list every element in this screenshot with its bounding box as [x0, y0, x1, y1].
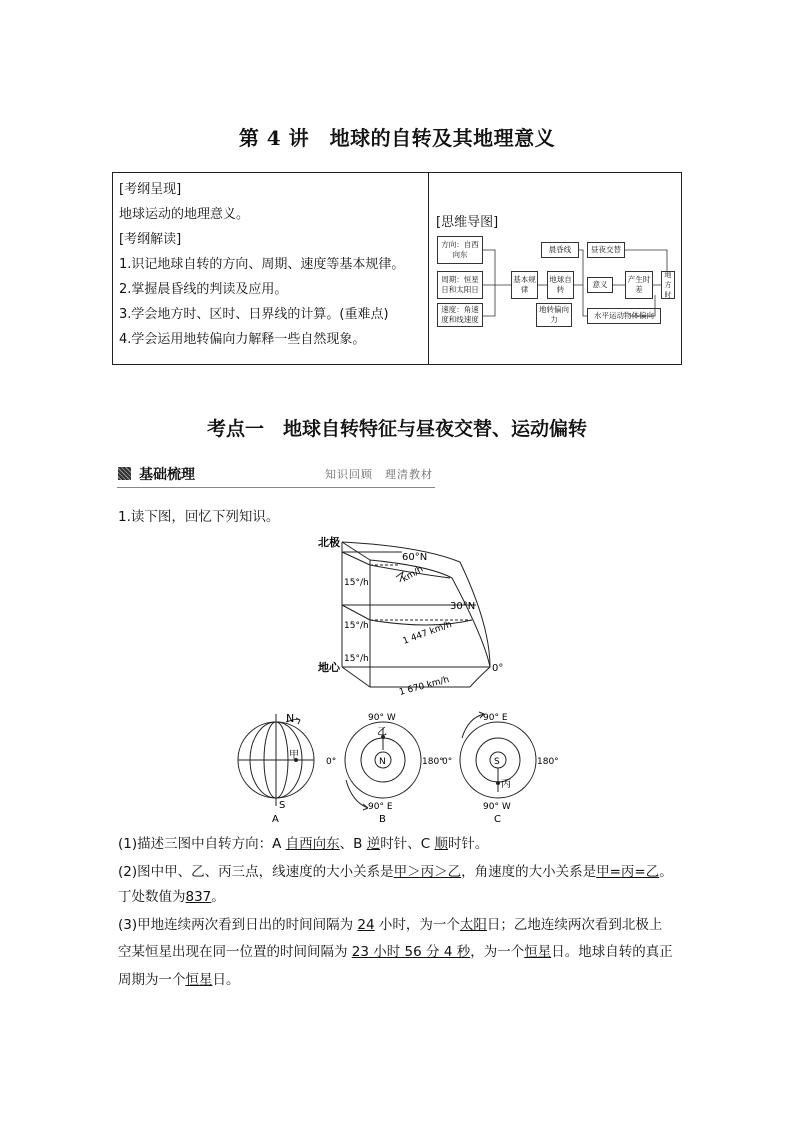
- answer-text: 时针、C: [380, 836, 435, 852]
- question-intro: 1.读下图，回忆下列知识。: [118, 509, 280, 525]
- mindmap-box-deflect: 水平运动物体偏向: [587, 308, 661, 324]
- globe-c-label: C: [494, 814, 501, 825]
- section-banner: [117, 463, 435, 487]
- answer-text: 小时，为一个: [374, 917, 460, 933]
- requirement-heading: [考纲呈现]: [119, 182, 182, 197]
- answer-blank: 逆: [366, 836, 381, 852]
- answer-blank: 甲=丙=乙: [596, 864, 660, 880]
- answer-text: (2)图中甲、乙、丙三点，线速度的大小关系是: [118, 864, 394, 880]
- answer-text: 、B: [339, 836, 367, 852]
- answer-text: ，角速度的大小关系是: [461, 864, 597, 880]
- angular-speed-1: 15°/h: [344, 578, 369, 588]
- answer-blank: 太阳: [459, 917, 487, 933]
- answer-text: ，为一个: [470, 944, 525, 960]
- banner-square-icon: [118, 467, 131, 480]
- rotation-speed-figure: [300, 530, 504, 700]
- interpretation-heading: [考纲解读]: [119, 232, 182, 247]
- globe-views-figure: [228, 710, 568, 835]
- answer-text: (1)描述三图中自转方向：A: [118, 836, 286, 852]
- banner-subtitle: 知识回顾 理清教材: [325, 468, 433, 481]
- globe-b-label: B: [379, 814, 386, 825]
- globe-c-point-bing: 丙: [501, 779, 511, 790]
- answer-blank: 24: [357, 917, 375, 933]
- answer-2b: [118, 887, 225, 907]
- globe-b-point-yi: 乙: [377, 727, 387, 738]
- globe-c-bottom: 90° W: [483, 802, 511, 812]
- mindmap-box-basic: 基本规律: [511, 271, 538, 299]
- answer-text: (3)甲地连续两次看到日出的时间间隔为: [118, 917, 358, 933]
- globe-c-center: S: [494, 757, 500, 767]
- mindmap-box-meaning: 意义: [587, 277, 613, 293]
- answer-3c: [118, 970, 240, 990]
- globe-c-left: 0°: [442, 757, 453, 767]
- globe-a-north: N: [286, 712, 295, 725]
- answer-blank: 甲＞丙＞乙: [393, 864, 462, 880]
- mindmap-box-period: 周期：恒星日和太阳日: [437, 271, 483, 299]
- globe-a-south: S: [279, 800, 286, 811]
- section-title: 考点一 地球自转特征与昼夜交替、运动偏转: [206, 418, 587, 440]
- linear-speed-60: km/h: [400, 564, 426, 585]
- globe-b-right: 180°: [422, 757, 444, 767]
- answer-3b: [118, 942, 673, 962]
- mindmap-box-daynight: 昼夜交替: [587, 242, 625, 258]
- angular-speed-3: 15°/h: [344, 654, 369, 664]
- answer-text: 时针。: [447, 836, 489, 852]
- globe-b-center: N: [379, 757, 386, 767]
- mindmap-box-timediff: 产生时差: [625, 271, 653, 299]
- answer-blank: 恒星: [524, 944, 552, 960]
- interpretation-point: 2.掌握晨昏线的判读及应用。: [119, 282, 288, 297]
- answer-text: 空某恒星出现在同一位置的时间间隔为: [118, 944, 352, 960]
- answer-blank: 恒星: [185, 972, 213, 988]
- outline-table: [112, 172, 682, 365]
- globe-c-top: 90° E: [483, 713, 508, 723]
- exam-requirements: [119, 177, 424, 352]
- answer-text: 日；乙地连续两次看到北极上: [486, 917, 663, 933]
- answer-3: [118, 915, 662, 935]
- answer-text: 。: [659, 864, 673, 880]
- answer-blank: 837: [185, 889, 212, 905]
- mindmap-box-localtime: 地方时: [661, 271, 675, 299]
- linear-speed-0: 1 670 km/h: [398, 674, 451, 698]
- banner-rule: [117, 487, 435, 488]
- answer-text: 丁处数值为: [118, 889, 186, 905]
- linear-speed-30: 1 447 km/h: [401, 619, 454, 647]
- interpretation-point: 3.学会地方时、区时、日界线的计算。(重难点): [119, 307, 389, 322]
- answer-text: 周期为一个: [118, 972, 186, 988]
- lat-0-label: 0°: [492, 663, 504, 674]
- lat-60-label: 60°N: [402, 552, 428, 563]
- answer-blank: 23 小时 56 分 4 秒: [351, 944, 471, 960]
- globe-b-top: 90° W: [368, 713, 396, 723]
- globe-a-label: A: [272, 814, 279, 825]
- mindmap-box-rotation: 地球自转: [547, 271, 574, 299]
- answer-blank: 顺: [434, 836, 448, 852]
- banner-label: 基础梳理: [139, 467, 195, 483]
- mindmap-box-speed: 速度：角速度和线速度: [437, 303, 483, 327]
- mindmap-label: [思维导图]: [436, 215, 499, 230]
- north-pole-label: 北极: [318, 536, 340, 549]
- angular-speed-2: 15°/h: [344, 621, 369, 631]
- answer-blank: 自西向东: [285, 836, 340, 852]
- table-divider: [428, 173, 429, 364]
- answer-2: [118, 862, 673, 882]
- lat-30-label: 30°N: [450, 601, 476, 612]
- answer-1: [118, 834, 488, 854]
- mindmap-box-direction: 方向：自西向东: [437, 236, 483, 264]
- answer-text: 日。: [212, 972, 240, 988]
- globe-b-left: 0°: [326, 757, 337, 767]
- mindmap-box-coriolis: 地转偏向力: [536, 303, 572, 327]
- answer-text: 。: [211, 889, 225, 905]
- earth-center-label: 地心: [318, 661, 340, 674]
- globe-a-point-jia: 甲: [289, 750, 299, 761]
- requirement-item: 地球运动的地理意义。: [119, 207, 250, 222]
- interpretation-point: 4.学会运用地转偏向力解释一些自然现象。: [119, 332, 366, 347]
- mindmap-box-terminator: 晨昏线: [541, 242, 579, 258]
- page-title: 第 4 讲 地球的自转及其地理意义: [238, 126, 556, 150]
- globe-c-right: 180°: [537, 757, 559, 767]
- mindmap: [435, 233, 675, 328]
- answer-text: 日。地球自转的真正: [551, 944, 673, 960]
- interpretation-point: 1.识记地球自转的方向、周期、速度等基本规律。: [119, 257, 405, 272]
- globe-b-bottom: 90° E: [368, 802, 393, 812]
